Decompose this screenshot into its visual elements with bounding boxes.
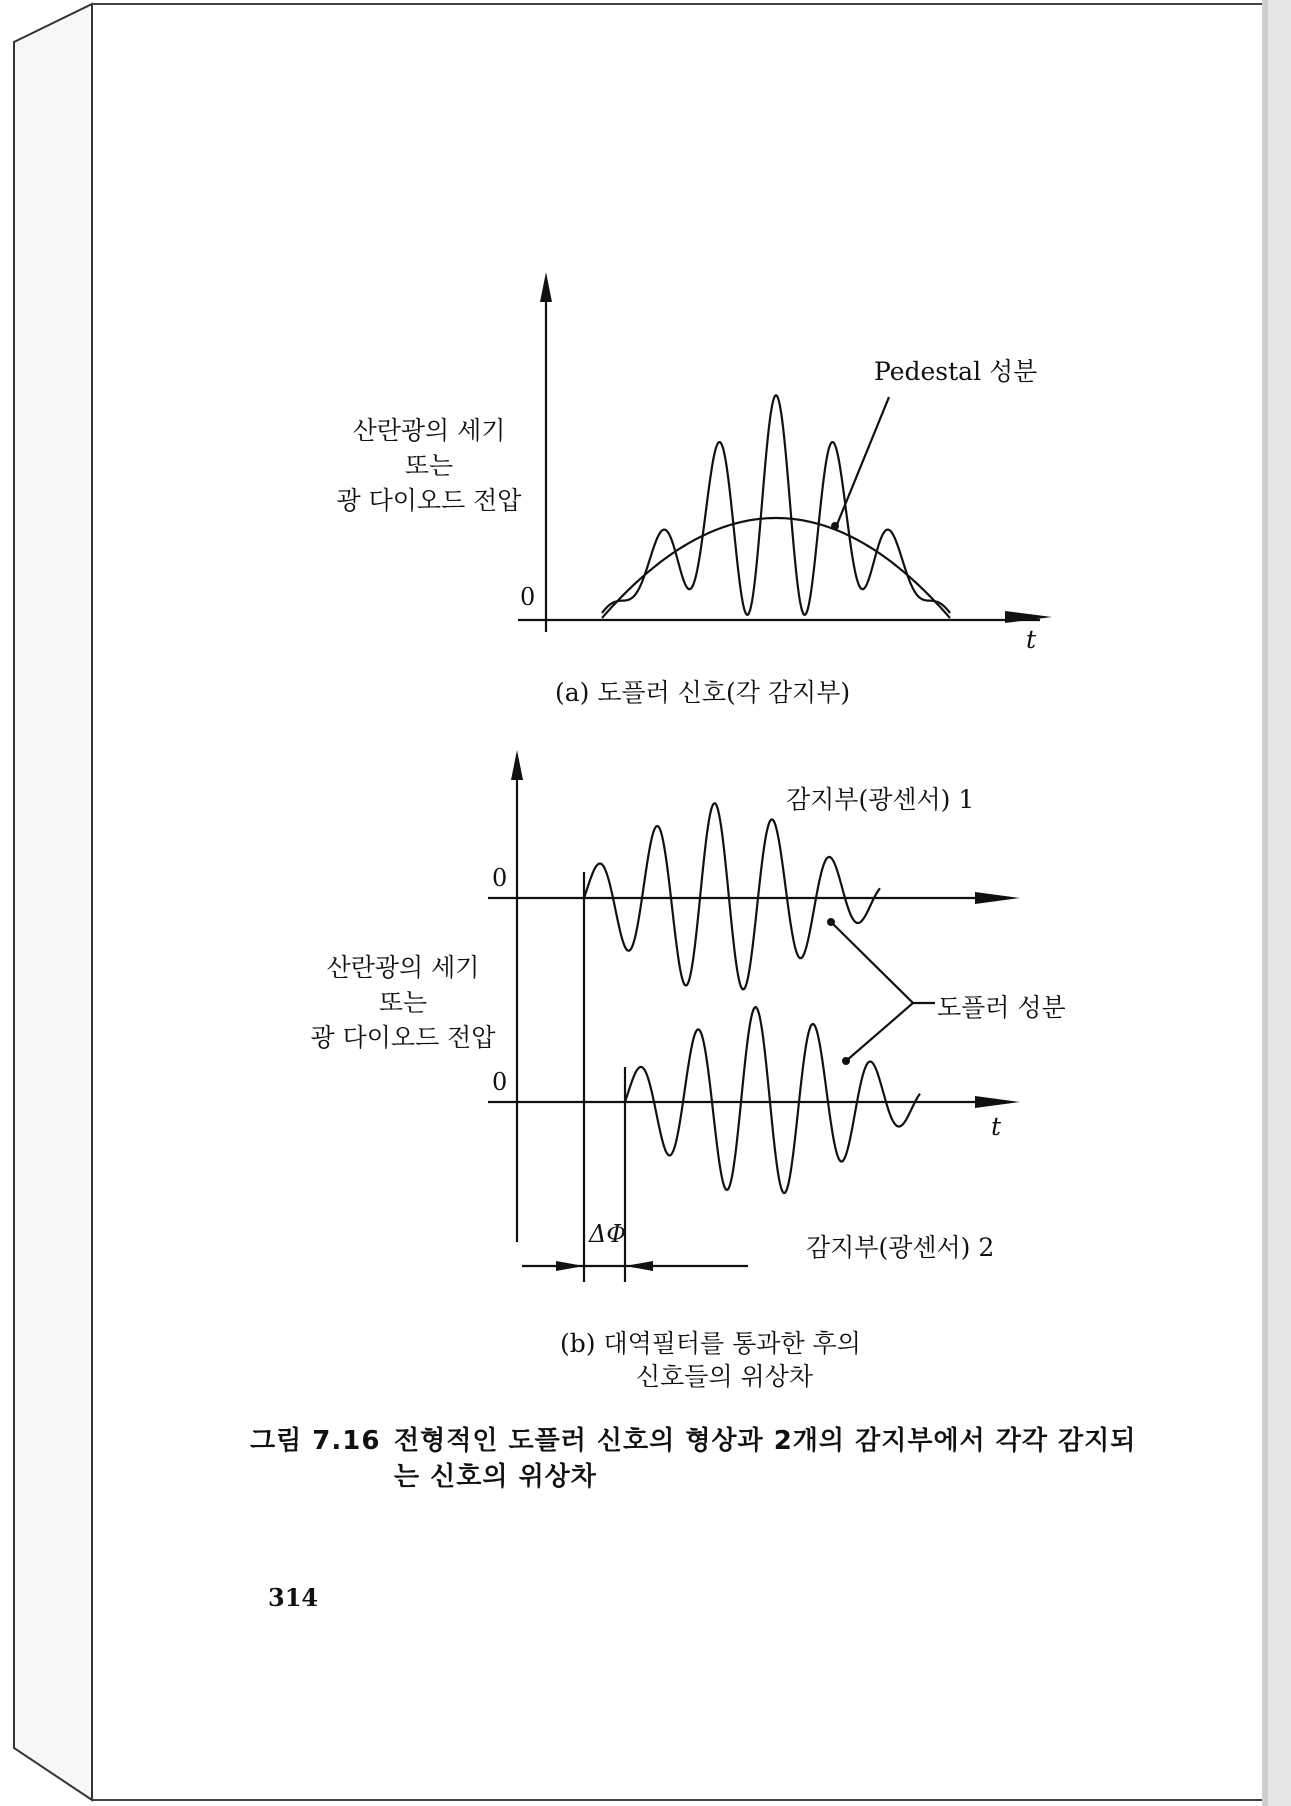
- figure-b-y-label-line-2: 또는: [378, 988, 428, 1017]
- figure-a-y-label-line-3: 광 다이오드 전압: [336, 486, 522, 515]
- figure-a-x-arrowhead: [1005, 611, 1052, 623]
- figure-a-y-label: [318, 413, 540, 518]
- figure-a-y-label-line-1: 산란광의 세기: [352, 416, 506, 445]
- figure-a-t-label: t: [1026, 625, 1037, 654]
- figure-a-y-arrowhead: [540, 272, 552, 302]
- figure-b-zero-label-2: 0: [492, 1068, 508, 1096]
- book-spine: [14, 4, 92, 1800]
- figure-b-doppler-dot-1: [827, 918, 835, 926]
- figure-b-y-label: [292, 950, 514, 1055]
- figure-a-plot: [518, 272, 1052, 632]
- figure-b-caption-line-2: 신호들의 위상차: [636, 1362, 813, 1391]
- figure-b-phase-label: ΔΦ: [589, 1220, 627, 1248]
- figure-b-phase-arrowhead-left: [556, 1261, 584, 1271]
- figure-b-y-label-line-3: 광 다이오드 전압: [310, 1023, 496, 1052]
- figure-b-doppler-dot-2: [842, 1057, 850, 1065]
- figure-a-doppler-signal: [602, 395, 950, 615]
- figure-b-phase-arrowhead-right: [625, 1261, 653, 1271]
- figure-b-x-arrowhead-2: [975, 1096, 1020, 1108]
- figure-caption-line-2: 는 신호의 위상차: [394, 1462, 597, 1492]
- figure-a-y-label-line-2: 또는: [404, 451, 454, 480]
- figure-b-doppler-leader: [831, 922, 913, 1061]
- figure-a-pedestal-dot: [831, 522, 839, 530]
- figure-b-doppler-label: 도플러 성분: [937, 993, 1066, 1022]
- figure-b-sensor-1-label: 감지부(광센서) 1: [786, 785, 975, 814]
- figure-b-t-label: t: [991, 1112, 1002, 1141]
- figure-a-pedestal-curve: [602, 518, 950, 618]
- figure-b-caption-line-1: (b) 대역필터를 통과한 후의: [560, 1329, 861, 1358]
- figure-a-caption: (a) 도플러 신호(각 감지부): [555, 678, 851, 707]
- figure-caption-number: 그림 7.16: [250, 1426, 381, 1456]
- figure-a-pedestal-label: Pedestal 성분: [874, 357, 1038, 386]
- figure-b-y-label-line-1: 산란광의 세기: [326, 953, 480, 982]
- figure-b-signal-1: [584, 803, 880, 989]
- figure-caption-line-1: 전형적인 도플러 신호의 형상과 2개의 감지부에서 각각 감지되: [394, 1426, 1137, 1456]
- figure-a-zero-label: 0: [520, 583, 536, 611]
- figure-b-sensor-2-label: 감지부(광센서) 2: [806, 1233, 995, 1262]
- figure-b-y-arrowhead: [511, 750, 523, 780]
- figure-b-zero-label-1: 0: [492, 864, 508, 892]
- figure-a-pedestal-leader: [836, 397, 889, 527]
- figure-b-x-arrowhead-1: [975, 892, 1020, 904]
- page-number: 314: [268, 1583, 319, 1612]
